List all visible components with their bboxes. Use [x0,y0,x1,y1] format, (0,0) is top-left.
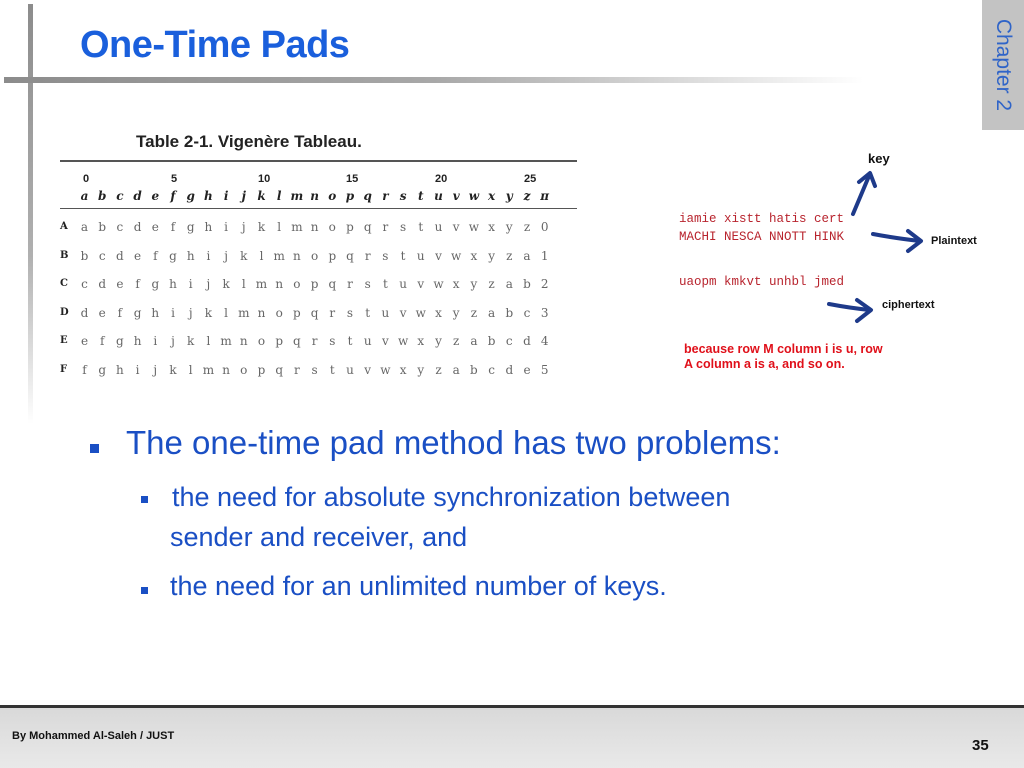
table-cell: u [381,305,390,320]
table-cell: l [188,362,193,377]
table-cell: d [523,334,531,348]
table-header-letter: v [452,189,460,203]
table-row-label: B [60,249,69,261]
table-cell: b [470,362,478,377]
table-cell: r [294,362,300,377]
table-cell: b [505,305,514,320]
table-cell: q [310,305,319,320]
table-cell: t [329,362,335,377]
column-number: 20 [435,173,448,185]
table-cell: e [151,220,159,234]
table-cell: v [399,305,407,320]
table-cell: u [363,334,372,348]
table-cell: r [347,277,353,291]
table-cell: d [80,305,89,320]
key-arrow-icon [845,168,885,218]
table-cell: z [523,220,531,234]
table-cell: d [116,248,124,263]
table-header-letter: n [310,189,319,203]
table-cell: u [416,248,425,263]
table-header-letter: g [186,189,195,203]
table-cell: t [418,220,424,234]
table-cell: h [204,220,213,234]
slide-title: One-Time Pads [80,24,350,66]
table-cell: k [204,305,213,320]
table-header-letter: k [257,189,266,203]
table-header-letter: a [80,189,89,203]
table-cell: n [257,305,266,320]
table-cell: z [488,277,495,291]
table-cell: d [98,277,107,291]
table-cell: k [257,220,266,234]
table-cell: m [255,277,268,291]
table-cell: g [116,334,124,348]
table-cell: o [293,277,301,291]
table-cell: 0 [540,220,549,234]
table-cell: r [364,248,371,263]
table-header-letter: b [97,189,107,203]
table-cell: e [98,305,106,320]
table-cell: y [452,305,460,320]
table-cell: v [364,362,372,377]
table-cell: b [98,220,107,234]
column-number: 5 [171,173,178,185]
table-cell: t [400,248,406,263]
table-cell: e [523,362,531,377]
table-cell: 4 [540,334,549,348]
table-cell: w [397,334,409,348]
table-cell: o [310,248,319,263]
plaintext-label: Plaintext [931,235,977,247]
table-cell: b [80,248,89,263]
table-cell: l [241,277,246,291]
table-cell: g [151,277,160,291]
table-cell: x [435,305,442,320]
column-number: 10 [258,173,271,185]
table-cell: w [451,248,462,263]
table-cell: q [363,220,372,234]
table-cell: p [275,334,284,348]
table-header-letter: p [345,189,355,203]
table-cell: m [220,334,232,348]
table-cell: h [133,334,142,348]
table-cell: g [169,248,177,263]
chapter-tab-label: Chapter 2 [992,18,1015,112]
table-cell: m [238,305,250,320]
table-cell: i [188,277,193,291]
table-cell: i [153,334,158,348]
table-cell: y [435,334,442,348]
table-header-letter: π [540,189,550,203]
table-cell: u [399,277,407,291]
table-cell: w [433,277,444,291]
table-cell: p [346,220,354,234]
table-cell: e [80,334,89,348]
table-cell: h [116,362,124,377]
table-header-letter: c [116,189,124,203]
table-cell: w [415,305,426,320]
sub-bullet-1-line-1: the need for absolute synchronization between [172,482,731,512]
table-cell: m [202,362,215,377]
table-cell: f [153,248,158,263]
table-cell: u [346,362,354,377]
column-number: 15 [346,173,359,185]
table-cell: z [435,362,442,377]
table-cell: a [505,277,513,291]
table-cell: s [311,362,318,377]
table-header-letter: i [223,189,229,203]
table-cell: x [452,277,460,291]
table-cell: f [170,220,176,234]
page-number: 35 [972,737,989,754]
table-cell: h [186,248,195,263]
table-cell: a [488,305,496,320]
table-header-letter: l [276,189,282,203]
table-cell: t [347,334,353,348]
table-cell: l [206,334,211,348]
column-number: 25 [524,173,537,185]
table-cell: v [417,277,425,291]
table-cell: c [116,220,124,234]
table-header-letter: s [399,189,407,203]
table-cell: l [224,305,229,320]
table-cell: k [240,248,248,263]
ciphertext-label: ciphertext [882,299,935,311]
table-header-letter: d [133,189,142,203]
table-header-letter: j [241,189,246,203]
table-rule-top [60,160,577,162]
table-cell: b [523,277,531,291]
table-cell: n [275,277,284,291]
table-cell: q [346,248,354,263]
table-cell: j [206,277,211,291]
table-cell: y [505,220,513,234]
table-cell: m [291,220,303,234]
table-cell: f [82,362,87,377]
table-cell: s [329,334,336,348]
table-header-letter: z [523,189,531,203]
table-cell: a [80,220,89,234]
table-cell: k [222,277,230,291]
footer-author: By Mohammed Al-Saleh / JUST [12,730,175,742]
sub-bullet-1-line-2: sender and receiver, and [170,522,468,552]
table-cell: w [380,362,391,377]
table-cell: f [135,277,140,291]
table-cell: i [135,362,140,377]
table-row-label: D [60,306,69,318]
table-cell: c [488,362,495,377]
table-cell: j [171,334,175,348]
table-cell: z [453,334,460,348]
table-cell: p [328,248,337,263]
table-row-label: E [60,335,68,346]
table-cell: t [365,305,371,320]
table-cell: l [277,220,282,234]
column-number: 0 [83,173,90,185]
table-cell: u [434,220,443,234]
table-cell: d [133,220,142,234]
table-header-letter: r [382,189,389,203]
table-row-label: A [60,221,68,232]
explanation-line: because row M column i is u, row [684,342,883,356]
table-header-letter: h [204,189,213,203]
table-cell: c [98,248,106,263]
table-cell: p [293,305,301,320]
table-cell: c [505,334,513,348]
table-cell: f [117,305,123,320]
table-cell: s [400,220,407,234]
table-cell: z [506,248,513,263]
table-cell: n [293,248,301,263]
chapter-tab [982,0,1024,130]
table-cell: p [257,362,266,377]
table-cell: s [382,248,389,263]
table-cell: 1 [540,248,549,263]
table-cell: h [169,277,177,291]
sub-bullet-marker [141,496,148,503]
table-cell: d [505,362,514,377]
table-cell: m [273,248,285,263]
ciphertext-arrow-icon [826,294,876,324]
table-cell: g [186,220,195,234]
sub-bullet-2: the need for an unlimited number of keys. [170,571,667,601]
table-cell: i [171,305,175,320]
table-cell: r [311,334,318,348]
table-header-letter: f [170,189,176,203]
table-cell: l [259,248,264,263]
sub-bullet-marker [141,587,148,594]
table-cell: j [188,305,193,320]
table-cell: o [240,362,248,377]
table-cell: n [239,334,248,348]
table-cell: 3 [540,305,549,320]
table-cell: q [293,334,301,348]
table-cell: x [470,248,478,263]
table-cell: 2 [540,277,549,291]
explanation-line: A column a is a, and so on. [684,357,845,371]
table-header-letter: q [363,189,372,203]
table-cell: j [224,248,228,263]
table-row-label: F [60,363,68,375]
table-cell: a [470,334,478,348]
table-cell: v [435,248,442,263]
table-cell: j [241,220,246,234]
table-cell: r [382,220,389,234]
table-cell: 5 [540,362,549,377]
table-cell: a [452,362,460,377]
table-cell: e [134,248,142,263]
table-cell: y [488,248,495,263]
bullet-main: The one-time pad method has two problems: [126,424,781,461]
table-header-letter: e [151,189,160,203]
table-cell: s [346,305,354,320]
table-cell: w [468,220,480,234]
frame-horizontal-line [4,77,864,83]
table-cell: i [206,248,211,263]
ciphertext-line: uaopm kmkvt unhbl jmed [679,275,845,289]
table-cell: s [364,277,371,291]
bullet-marker [90,444,99,453]
table-cell: v [382,334,389,348]
table-cell: y [470,277,478,291]
table-cell: f [99,334,105,348]
table-cell: y [417,362,425,377]
table-cell: t [382,277,388,291]
table-cell: x [399,362,407,377]
table-cell: h [151,305,160,320]
table-cell: q [328,277,337,291]
table-cell: b [487,334,496,348]
table-cell: e [116,277,124,291]
table-cell: j [153,362,158,377]
table-cell: r [329,305,336,320]
table-header-letter: y [505,189,513,203]
table-cell: o [328,220,336,234]
table-cell: n [222,362,230,377]
table-cell: v [452,220,460,234]
frame-vertical-line [28,4,33,424]
table-header-letter: x [488,189,496,203]
table-cell: x [417,334,425,348]
table-cell: o [275,305,283,320]
table-cell: k [187,334,195,348]
table-cell: c [523,305,531,320]
key-line: iamie xistt hatis cert [679,212,845,226]
table-cell: n [310,220,319,234]
table-cell: o [257,334,266,348]
table-cell: a [523,248,531,263]
table-header-letter: w [468,189,480,203]
table-cell: q [275,362,284,377]
table-row-label: C [60,278,68,289]
table-rule-mid [60,208,577,209]
table-header-letter: m [290,189,304,203]
explanation-note [684,342,883,372]
table-cell: k [169,362,177,377]
table-cell: c [81,277,88,291]
key-label: key [868,151,890,166]
table-cell: g [133,305,142,320]
table-header-letter: t [418,189,424,203]
plaintext-line: MACHI NESCA NNOTT HINK [679,230,845,244]
table-cell: p [310,277,319,291]
table-header-letter: u [434,189,443,203]
table-header-letter: o [328,189,337,203]
plaintext-arrow-icon [870,228,926,254]
table-cell: i [224,220,229,234]
table-cell: x [488,220,495,234]
table-cell: z [470,305,478,320]
table-cell: g [98,362,107,377]
table-caption: Table 2-1. Vigenère Tableau. [136,132,362,151]
